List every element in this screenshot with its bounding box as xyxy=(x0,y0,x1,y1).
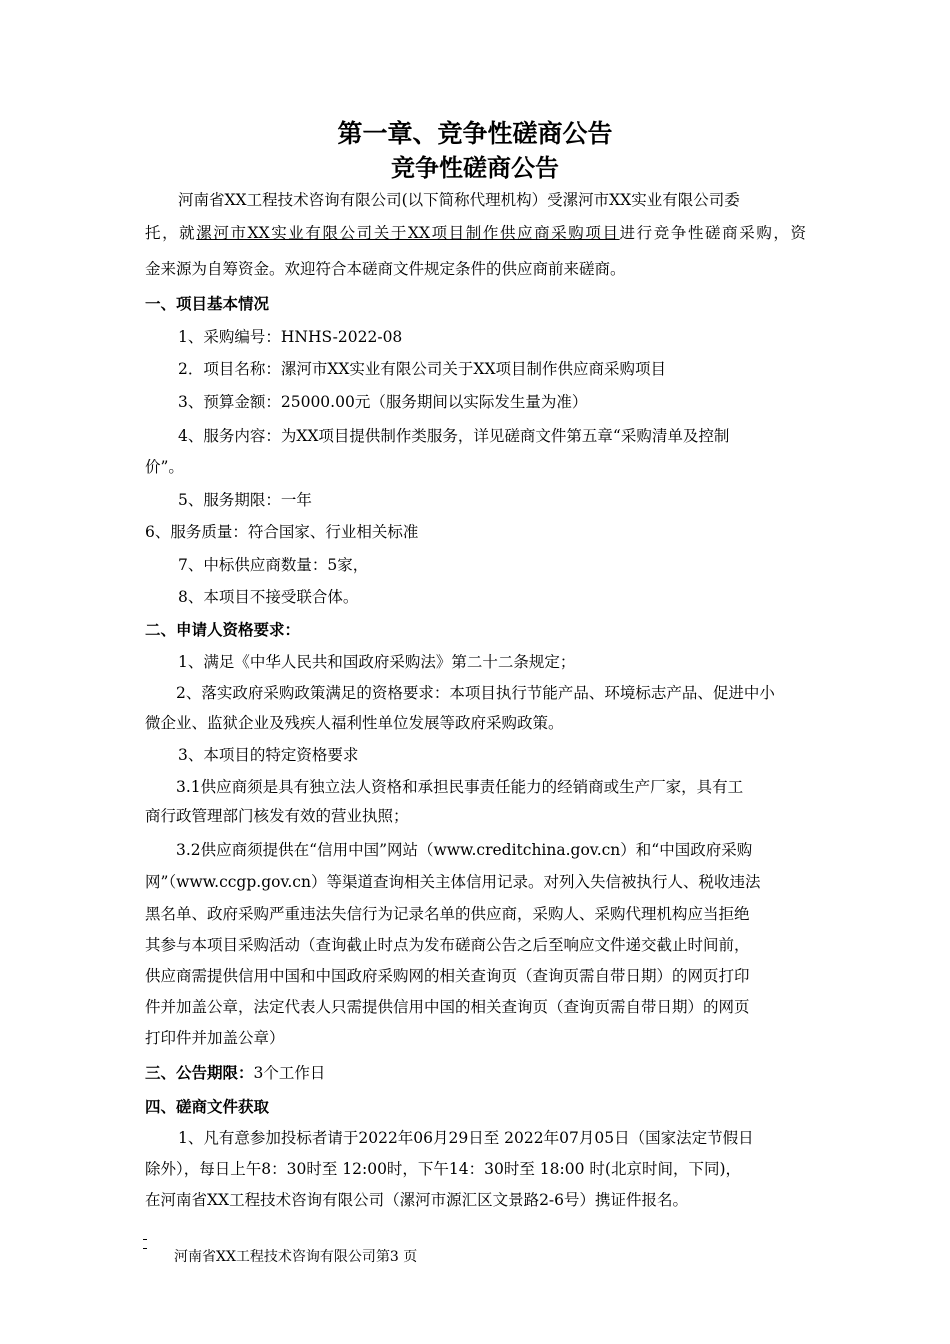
footer-mark xyxy=(143,1239,147,1249)
s2-line: 黑名单、政府采购严重违法失信行为记录名单的供应商，采购人、采购代理机构应当拒绝 xyxy=(145,905,750,923)
section3-heading: 三、公告期限： xyxy=(145,1064,254,1082)
s2-line: 网”（www.ccgp.gov.cn）等渠道查询相关主体信用记录。对列入失信被执行人、税收违法 xyxy=(145,873,761,891)
document-title: 竞争性磋商公告 xyxy=(391,154,559,182)
intro-line-3: 金来源为自筹资金。欢迎符合本磋商文件规定条件的供应商前来磋商。 xyxy=(145,260,626,278)
s1-item-service-content-cont: 价”。 xyxy=(145,458,184,476)
intro-line-2-prefix: 托，就 xyxy=(145,224,197,242)
chapter-title: 第一章、竞争性磋商公告 xyxy=(337,119,613,148)
s4-line: 1、凡有意参加投标者请于2022年06月29日至 2022年07月05日（国家法定节假日 xyxy=(178,1129,754,1147)
s1-item-service-period: 5、服务期限：一年 xyxy=(178,491,312,509)
section3 xyxy=(145,1063,325,1083)
section1-heading: 一、项目基本情况 xyxy=(145,295,270,313)
s4-line: 除外），每日上午8：30时至 12:00时，下午14：30时至 18:00 时(北京时间，下同)， xyxy=(145,1160,741,1178)
s1-item-supplier-count: 7、中标供应商数量：5家， xyxy=(178,556,369,574)
section4-heading: 四、磋商文件获取 xyxy=(145,1098,270,1116)
s1-item-service-quality: 6、服务质量：符合国家、行业相关标准 xyxy=(145,523,419,541)
footer-page-number: 第3 页 xyxy=(375,1249,418,1265)
s1-item-project-name: 2．项目名称：漯河市XX实业有限公司关于XX项目制作供应商采购项目 xyxy=(178,360,667,378)
s1-item-budget: 3、预算金额：25000.00元（服务期间以实际发生量为准） xyxy=(178,393,588,411)
s2-line: 1、满足《中华人民共和国政府采购法》第二十二条规定； xyxy=(178,653,576,671)
intro-line-2 xyxy=(145,223,806,243)
s2-line: 供应商需提供信用中国和中国政府采购网的相关查询页（查询页需自带日期）的网页打印 xyxy=(145,967,750,985)
s1-item-service-content: 4、服务内容：为XX项目提供制作类服务，详见磋商文件第五章“采购清单及控制 xyxy=(178,427,730,445)
s4-line: 在河南省XX工程技术咨询有限公司（漯河市源汇区文景路2-6号）携证件报名。 xyxy=(145,1191,689,1209)
section2-heading: 二、申请人资格要求： xyxy=(145,621,301,639)
s2-line: 打印件并加盖公章） xyxy=(145,1029,285,1047)
s2-line: 其参与本项目采购活动（查询截止时点为发布磋商公告之后至响应文件递交截止时间前， xyxy=(145,936,750,954)
project-name-underlined: 漯河市XX实业有限公司关于XX项目制作供应商采购项目 xyxy=(196,224,620,242)
s2-line: 2、落实政府采购政策满足的资格要求：本项目执行节能产品、环境标志产品、促进中小 xyxy=(176,684,775,702)
s1-item-procurement-number: 1、采购编号：HNHS-2022-08 xyxy=(178,328,403,346)
s2-line: 商行政管理部门核发有效的营业执照； xyxy=(145,807,409,825)
footer-company: 河南省XX工程技术咨询有限公司 xyxy=(174,1249,376,1265)
page-footer xyxy=(174,1246,417,1266)
intro-line-1: 河南省XX工程技术咨询有限公司(以下简称代理机构）受漯河市XX实业有限公司委 xyxy=(178,191,740,209)
s2-line: 3.2供应商须提供在“信用中国”网站（www.creditchina.gov.cn）和“中国政府采购 xyxy=(176,841,753,859)
announcement-period-value: 3个工作日 xyxy=(253,1064,326,1082)
s2-line: 3、本项目的特定资格要求 xyxy=(178,746,359,764)
s2-line: 3.1供应商须是具有独立法人资格和承担民事责任能力的经销商或生产厂家，具有工 xyxy=(176,778,744,796)
intro-line-2-suffix: 进行竞争性磋商采购，资 xyxy=(619,224,806,242)
s1-item-no-consortium: 8、本项目不接受联合体。 xyxy=(178,588,359,606)
s2-line: 件并加盖公章，法定代表人只需提供信用中国的相关查询页（查询页需自带日期）的网页 xyxy=(145,998,750,1016)
s2-line: 微企业、监狱企业及残疾人福利性单位发展等政府采购政策。 xyxy=(145,714,564,732)
